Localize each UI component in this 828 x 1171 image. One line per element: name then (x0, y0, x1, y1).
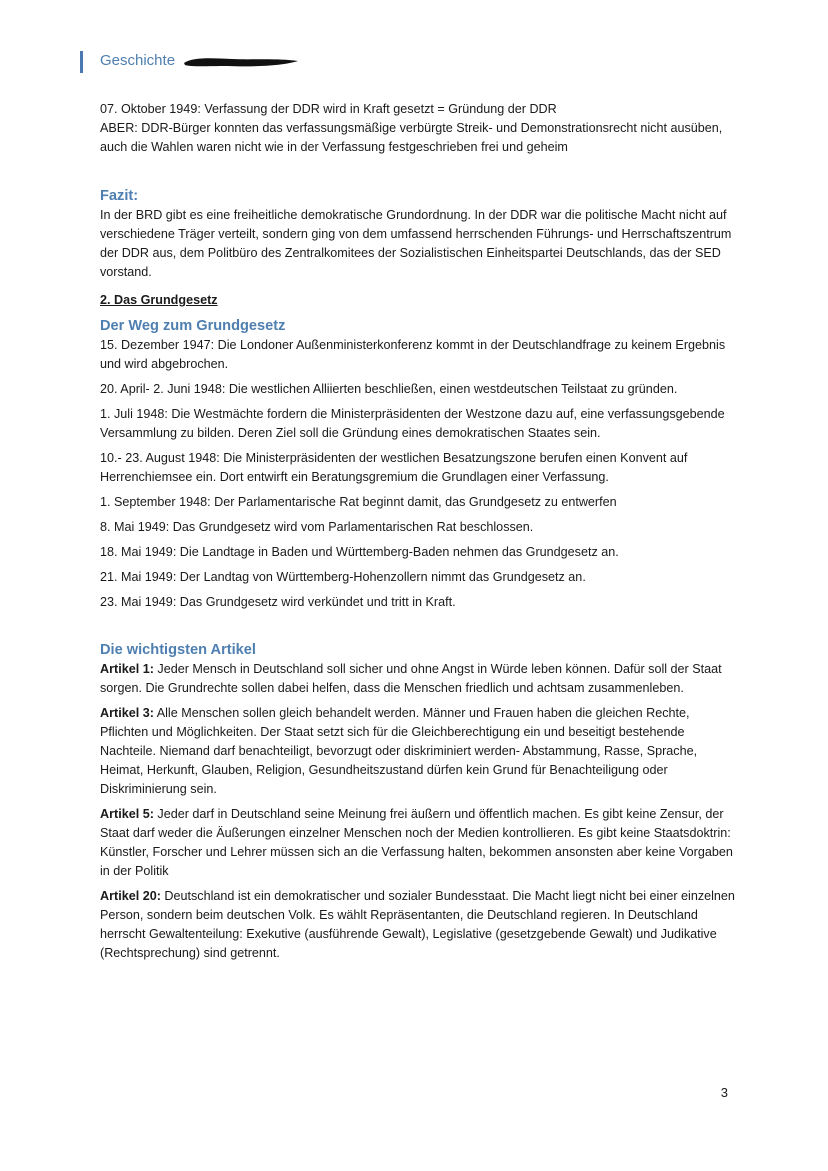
artikel-paragraph (100, 805, 740, 881)
main-content (100, 100, 740, 963)
artikel-label: Artikel 20: (100, 889, 161, 903)
timeline-event: 15. Dezember 1947: Die Londoner Außenministerkonferenz kommt in der Deutschlandfrage zu keinem Ergebnis und wird abgebrochen. (100, 338, 726, 371)
timeline-event: 1. Juli 1948: Die Westmächte fordern die Ministerpräsidenten der Westzone dazu auf, eine verfassungsgebende Versammlung zu bilden. Deren Ziel soll die Gründung eines demokratischen Staates sein. (100, 407, 725, 440)
artikel-paragraph (100, 887, 740, 963)
redaction-scribble (182, 55, 300, 69)
page-number: 3 (720, 1085, 728, 1100)
timeline-event: 21. Mai 1949: Der Landtag von Württemberg-Hohenzollern nimmt das Grundgesetz an. (100, 570, 586, 584)
fazit-heading: Fazit: (100, 188, 139, 204)
artikel-label: Artikel 3: (100, 706, 154, 720)
header-title: Geschichte (100, 52, 176, 69)
section-title-grundgesetz: 2. Das Grundgesetz (100, 293, 218, 307)
weg-heading: Der Weg zum Grundgesetz (100, 318, 286, 334)
artikel-text: Deutschland ist ein demokratischer und sozialer Bundesstaat. Die Macht liegt nicht bei einer einzelnen Person, sondern beim deutschen Volk. Es wählt Repräsentanten, die Deutschland regieren. In Deutschland herrscht Gewaltenteilung: Exekutive (ausführende Gewalt), Legislative (gesetzgebende Gewalt) und Judikative (Rechtsprechung) sind getrennt. (100, 889, 735, 960)
header-accent-bar (80, 51, 83, 73)
artikel-heading: Die wichtigsten Artikel (100, 642, 256, 658)
timeline-event: 8. Mai 1949: Das Grundgesetz wird vom Parlamentarischen Rat beschlossen. (100, 520, 534, 534)
timeline-event: 1. September 1948: Der Parlamentarische Rat beginnt damit, das Grundgesetz zu entwerfen (100, 495, 617, 509)
fazit-text: In der BRD gibt es eine freiheitliche demokratische Grundordnung. In der DDR war die politische Macht nicht auf verschiedene Träger verteilt, sondern ging von dem umfassend herrschenden Führungs- und Herrschaftszentrum der DDR aus, dem Politbüro des Zentralkomitees der Sozialistischen Einheitspartei Deutschlands, das der SED vorstand. (100, 208, 732, 279)
intro-line-1: 07. Oktober 1949: Verfassung der DDR wird in Kraft gesetzt = Gründung der DDR (100, 102, 557, 116)
page-header (80, 50, 340, 74)
artikel-text: Alle Menschen sollen gleich behandelt werden. Männer und Frauen haben die gleichen Rechte, Pflichten und Möglichkeiten. Der Staat setzt sich für die Gleichberechtigung ein und beseitigt bestehende Nachteile. Niemand darf benachteiligt, bevorzugt oder diskriminiert werden- Abstammung, Rasse, Sprache, Heimat, Herkunft, Glauben, Religion, Gesundheitszustand dürfen kein Grund für Benachteiligung oder Diskriminierung sein. (100, 706, 698, 796)
timeline-event: 23. Mai 1949: Das Grundgesetz wird verkündet und tritt in Kraft. (100, 595, 456, 609)
artikel-text: Jeder darf in Deutschland seine Meinung frei äußern und öffentlich machen. Es gibt keine Zensur, der Staat darf weder die Äußerungen einzelner Menschen noch der Medien kontrollieren. Es gibt keine Staatsdoktrin: Künstler, Forscher und Lehrer müssen sich an die Verfassung halten, bekommen ansonsten aber keine Vorgaben in der Politik (100, 807, 733, 878)
artikel-paragraph (100, 704, 740, 799)
timeline-event: 18. Mai 1949: Die Landtage in Baden und Württemberg-Baden nehmen das Grundgesetz an. (100, 545, 619, 559)
artikel-label: Artikel 5: (100, 807, 154, 821)
intro-line-2: ABER: DDR-Bürger konnten das verfassungsmäßige verbürgte Streik- und Demonstrationsrecht nicht ausüben, auch die Wahlen waren nicht wie in der Verfassung festgeschrieben frei und geheim (100, 121, 723, 154)
artikel-label: Artikel 1: (100, 662, 154, 676)
timeline-event: 10.- 23. August 1948: Die Ministerpräsidenten der westlichen Besatzungszone berufen einen Konvent auf Herrenchiemsee ein. Dort entwirft ein Beratungsgremium die Grundlagen einer Verfassung. (100, 451, 688, 484)
timeline-event: 20. April- 2. Juni 1948: Die westlichen Alliierten beschließen, einen westdeutschen Teilstaat zu gründen. (100, 382, 678, 396)
artikel-paragraph (100, 660, 740, 698)
artikel-text: Jeder Mensch in Deutschland soll sicher und ohne Angst in Würde leben können. Dafür soll der Staat sorgen. Die Grundrechte sollen dabei helfen, dass die Menschen friedlich und achtsam zusammenleben. (100, 662, 722, 695)
